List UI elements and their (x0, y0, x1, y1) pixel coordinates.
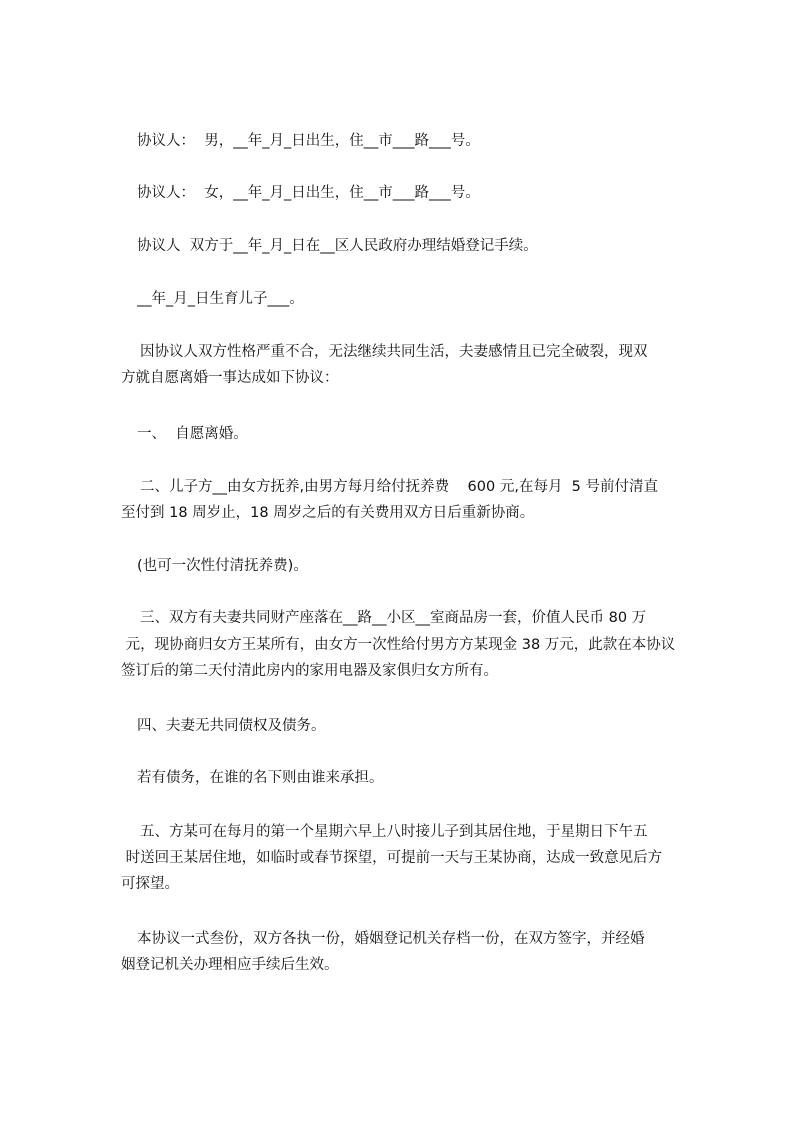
clause-1: 一、 自愿离婚。 (137, 426, 248, 442)
preamble-line-2: 方就自愿离婚一事达成如下协议： (121, 370, 339, 386)
clause-2-note: (也可一次性付清抚养费)。 (137, 558, 308, 574)
clause-4: 四、夫妻无共同债权及债务。 (137, 718, 326, 734)
clause-5-line-3: 可探望。 (121, 876, 179, 892)
clause-5-line-1: 五、方某可在每月的第一个星期六早上八时接儿子到其居住地，于星期日下午五 (140, 824, 648, 840)
clause-3-line-3: 签订后的第二天付清此房内的家用电器及家俱归女方所有。 (121, 663, 498, 679)
closing-line-2: 姻登记机关办理相应手续后生效。 (121, 957, 339, 973)
clause-4-note: 若有债务，在谁的名下则由谁来承担。 (137, 770, 384, 786)
clause-2-line-1: 二、儿子方__由女方抚养,由男方每月给付抚养费 600 元,在每月 5 号前付清直 (140, 479, 658, 495)
child-birth-line: __年_月_日生育儿子___。 (137, 291, 304, 307)
party-male-line: 协议人： 男，__年_月_日出生，住__市___路___号。 (137, 133, 480, 149)
clause-2-line-2: 至付到 18 周岁止，18 周岁之后的有关费用双方日后重新协商。 (121, 505, 535, 521)
closing-line-1: 本协议一式叁份，双方各执一份，婚姻登记机关存档一份，在双方签字，并经婚 (137, 931, 645, 947)
party-female-line: 协议人： 女，__年_月_日出生，住__市___路___号。 (137, 185, 480, 201)
clause-3-line-1: 三、双方有夫妻共同财产座落在__路__小区__室商品房一套，价值人民币 80 万 (140, 610, 647, 626)
marriage-registration-line: 协议人 双方于__年_月_日在__区人民政府办理结婚登记手续。 (137, 238, 538, 254)
clause-5-line-2: 时送回王某居住地，如临时或春节探望，可提前一天与王某协商，达成一致意见后方 (121, 850, 663, 866)
preamble-line-1: 因协议人双方性格严重不合，无法继续共同生活，夫妻感情且已完全破裂，现双 (140, 344, 648, 360)
clause-3-line-2: 元，现协商归女方王某所有，由女方一次性给付男方方某现金 38 万元，此款在本协议 (121, 637, 676, 653)
